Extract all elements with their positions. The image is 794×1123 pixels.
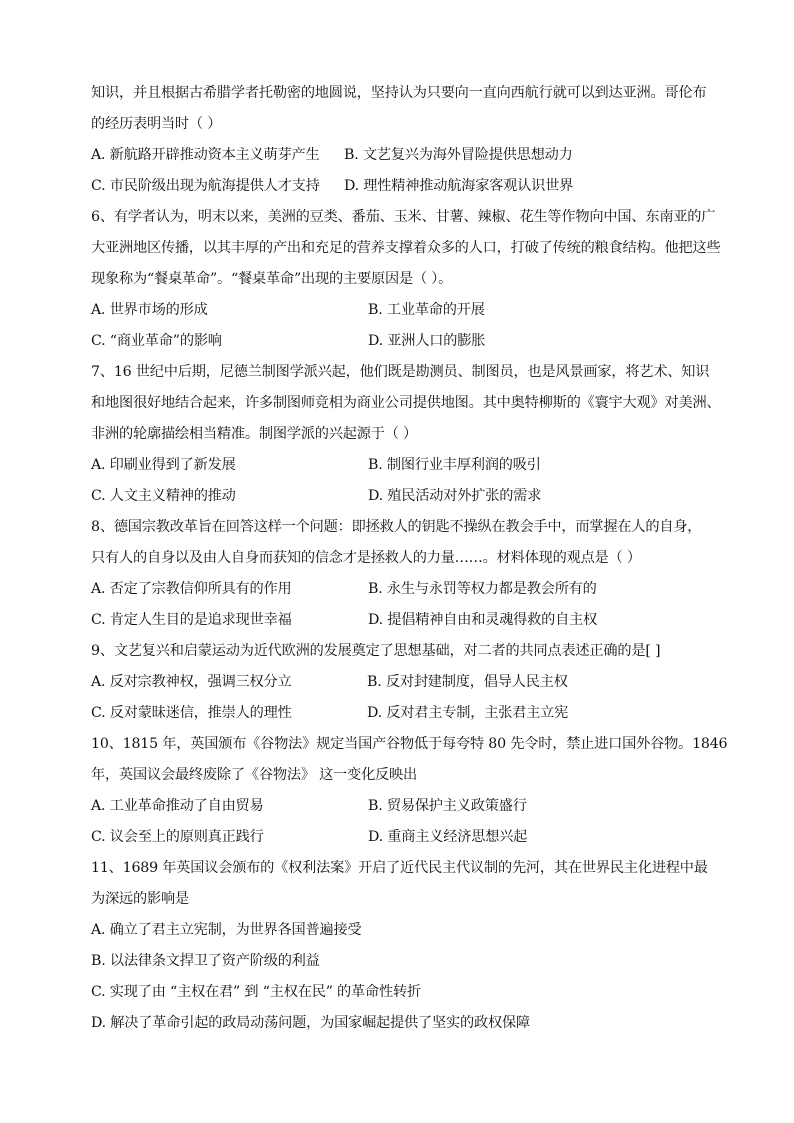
options-row [91, 574, 711, 605]
option-c: C. 人文主义精神的推动 [91, 488, 236, 504]
question-stem: 只有人的自身以及由人自身而获知的信念才是拯救人的力量……。材料体现的观点是（ ） [91, 550, 641, 566]
option-b: B. 文艺复兴为海外冒险提供思想动力 [344, 147, 573, 163]
option-d: D. 提倡精神自由和灵魂得救的自主权 [368, 612, 598, 628]
option-d: D. 理性精神推动航海家客观认识世界 [344, 178, 574, 194]
question-stem: 的经历表明当时（ ） [91, 116, 222, 132]
option-a: A. 新航路开辟推动资本主义萌芽产生 [91, 147, 320, 163]
options-row [91, 698, 711, 729]
question-5 [91, 78, 711, 202]
question-stem: 10、1815 年，英国颁布《谷物法》规定当国产谷物低于每夸特 80 先令时，禁止进口国外谷物。1846 [91, 736, 728, 752]
option-a: A. 世界市场的形成 [91, 302, 208, 318]
question-6 [91, 202, 721, 357]
option-a: A. 反对宗教神权，强调三权分立 [91, 674, 292, 690]
option-c: C. 肯定人生目的是追求现世幸福 [91, 612, 292, 628]
option-b: B. 贸易保护主义政策盛行 [368, 798, 527, 814]
question-stem: 非洲的轮廓描绘相当精准。制图学派的兴起源于（ ） [91, 426, 418, 442]
exam-page [91, 78, 728, 1039]
option-a: A. 工业革命推动了自由贸易 [91, 798, 264, 814]
question-10 [91, 729, 728, 853]
options-row [91, 605, 711, 636]
option-b: B. 反对封建制度，倡导人民主权 [367, 674, 568, 690]
question-stem: 8、德国宗教改革旨在回答这样一个问题：即拯救人的钥匙不操纵在教会手中，而掌握在人的自身， [91, 519, 702, 535]
question-11 [91, 853, 711, 1039]
options-row [91, 171, 711, 202]
option-a: A. 确立了君主立宪制，为世界各国普遍接受 [91, 922, 362, 938]
question-stem: 6、有学者认为，明末以来，美洲的豆类、番茄、玉米、甘薯、辣椒、花生等作物向中国、东南亚的广 [91, 209, 716, 225]
options-row [91, 822, 711, 853]
question-stem: 和地图很好地结合起来，许多制图师竞相为商业公司提供地图。其中奥特柳斯的《寰宇大观》对美洲、 [91, 395, 721, 411]
options-row [91, 667, 711, 698]
option-a: A. 否定了宗教信仰所具有的作用 [91, 581, 292, 597]
option-a: A. 印刷业得到了新发展 [91, 457, 236, 473]
question-stem: 年，英国议会最终废除了《谷物法》 这一变化反映出 [91, 767, 418, 783]
options-row [91, 326, 711, 357]
question-stem: 9、文艺复兴和启蒙运动为近代欧洲的发展奠定了思想基础，对二者的共同点表述正确的是[ ] [91, 643, 661, 659]
question-7 [91, 357, 721, 512]
option-b: B. 永生与永罚等权力都是教会所有的 [368, 581, 597, 597]
options-row [91, 450, 711, 481]
option-b: B. 以法律条文捍卫了资产阶级的利益 [91, 953, 320, 969]
option-c: C. 反对蒙昧迷信，推崇人的理性 [91, 705, 292, 721]
question-8 [91, 512, 711, 636]
options-row [91, 481, 711, 512]
option-c: C. 市民阶级出现为航海提供人才支持 [91, 178, 320, 194]
question-stem: 知识，并且根据古希腊学者托勒密的地圆说，坚持认为只要向一直向西航行就可以到达亚洲。哥伦布 [91, 85, 707, 101]
option-d: D. 亚洲人口的膨胀 [368, 333, 486, 349]
question-stem: 为深远的影响是 [91, 891, 189, 907]
option-b: B. 工业革命的开展 [368, 302, 485, 318]
option-c: C. 议会至上的原则真正践行 [91, 829, 264, 845]
question-9 [91, 636, 711, 729]
option-b: B. 制图行业丰厚利润的吸引 [368, 457, 541, 473]
question-stem: 现象称为“餐桌革命”。“餐桌革命”出现的主要原因是（ ）。 [91, 271, 453, 287]
option-d: D. 殖民活动对外扩张的需求 [368, 488, 542, 504]
options-row [91, 791, 711, 822]
option-c: C. 实现了由 “主权在君” 到 “主权在民” 的革命性转折 [91, 984, 421, 1000]
question-stem: 7、16 世纪中后期，尼德兰制图学派兴起，他们既是勘测员、制图员，也是风景画家，将艺术、知识 [91, 364, 710, 380]
option-c: C. “商业革命”的影响 [91, 333, 222, 349]
option-d: D. 反对君主专制，主张君主立宪 [367, 705, 569, 721]
question-stem: 11、1689 年英国议会颁布的《权利法案》开启了近代民主代议制的先河，其在世界民主化进程中最 [91, 860, 708, 876]
option-d: D. 解决了革命引起的政局动荡问题，为国家崛起提供了坚实的政权保障 [91, 1015, 530, 1031]
options-row [91, 295, 711, 326]
options-row [91, 140, 711, 171]
question-stem: 大亚洲地区传播，以其丰厚的产出和充足的营养支撑着众多的人口，打破了传统的粮食结构。他把这些 [91, 240, 721, 256]
option-d: D. 重商主义经济思想兴起 [368, 829, 528, 845]
